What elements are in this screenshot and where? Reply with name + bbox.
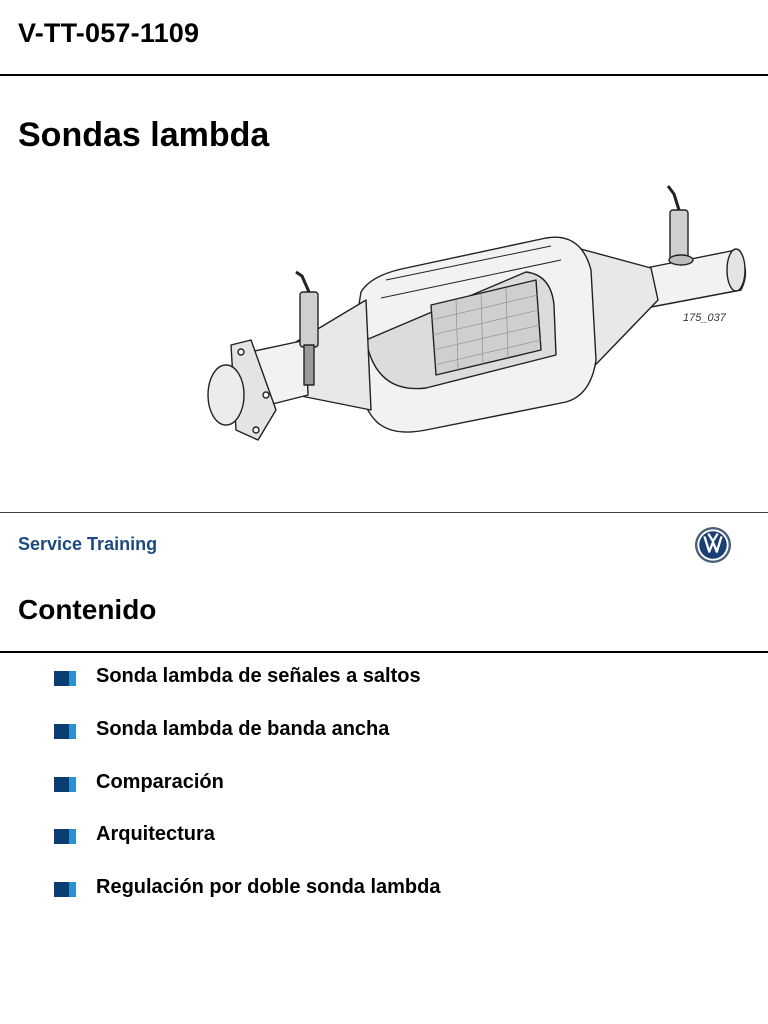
square-bullet-icon — [54, 777, 76, 792]
contents-item[interactable] — [0, 822, 700, 850]
square-bullet-icon — [54, 724, 76, 739]
contents-item-label: Sonda lambda de señales a saltos — [96, 665, 421, 687]
contents-item-label: Sonda lambda de banda ancha — [96, 718, 390, 740]
contents-item-label: Comparación — [96, 771, 224, 793]
square-bullet-icon — [54, 882, 76, 897]
upstream-lambda-sensor — [300, 292, 318, 347]
document-code: V-TT-057-1109 — [18, 18, 200, 48]
contents-item[interactable] — [0, 770, 700, 798]
downstream-lambda-sensor — [670, 210, 688, 260]
contents-divider — [0, 651, 768, 653]
footer-divider — [0, 512, 768, 513]
vw-logo-icon — [694, 526, 732, 564]
contents-item-label: Regulación por doble sonda lambda — [96, 876, 441, 898]
contents-item[interactable] — [0, 717, 700, 745]
figure-code: 175_037 — [683, 312, 726, 324]
top-divider — [0, 74, 768, 76]
square-bullet-icon — [54, 829, 76, 844]
contents-item[interactable] — [0, 664, 700, 692]
contents-heading: Contenido — [18, 594, 157, 625]
square-bullet-icon — [54, 671, 76, 686]
contents-item[interactable] — [0, 875, 700, 903]
contents-item-label: Arquitectura — [96, 823, 215, 845]
page-title: Sondas lambda — [18, 116, 270, 154]
outlet-pipe-end — [727, 249, 745, 291]
service-training-label: Service Training — [18, 534, 158, 554]
inlet-pipe-end — [208, 365, 244, 425]
catalytic-converter-illustration — [196, 180, 752, 450]
